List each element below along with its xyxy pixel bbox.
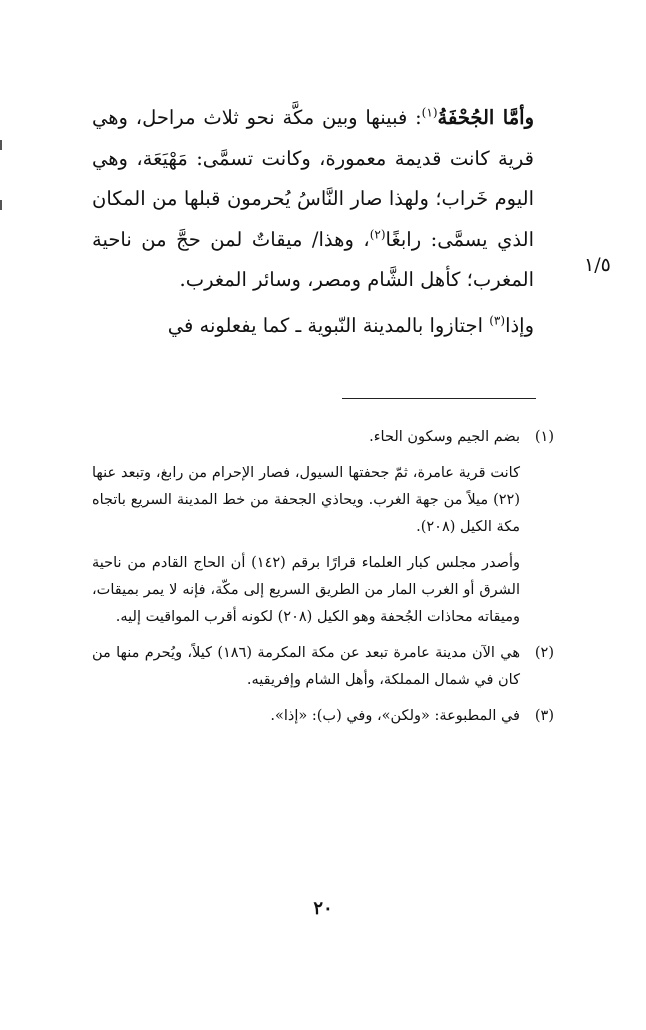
footnote-ref-1[interactable]: (١)	[421, 105, 438, 120]
footnote-2	[92, 640, 554, 694]
main-text	[92, 98, 534, 346]
heading-term: وأمَّا الجُحْفَةُ	[437, 106, 534, 129]
footnote-ref-2[interactable]: (٢)	[369, 227, 386, 241]
manuscript-folio-note: ١/٥	[584, 254, 611, 276]
page-number: ٢٠	[313, 898, 333, 919]
footnote-paragraph: هي الآن مدينة عامرة تبعد عن مكة المكرمة (١٨٦) كيلاً، ويُحرم منها من كان في شمال المملكة، وأهل الشام وإفريقيه.	[92, 645, 520, 688]
main-paragraph-2	[92, 306, 534, 347]
footnote-paragraph: وأصدر مجلس كبار العلماء قرارًا برقم (١٤٢) أن الحاج القادم من ناحية الشرق أو الغرب المار من الطريق السريع إلى مكّة، فإنه لا يمر بميقات، وميقاته محاذات الجُحفة وهو الكيل (٢٠٨) لكونه أقرب المواقيت إليه.	[92, 555, 520, 625]
footnote-paragraph: كانت قرية عامرة، ثمّ جحفتها السيول، فصار الإحرام من رابغ، وتبعد عنها (٢٢) ميلاً من جهة الغرب. ويحاذي الجحفة من خط المدينة السريع باتجاه مكة الكيل (٢٠٨).	[92, 465, 520, 535]
footnote-paragraph: في المطبوعة: «ولكن»، وفي (ب): «إذا».	[270, 708, 520, 724]
footnote-body	[92, 640, 520, 694]
footnote-number: (١)	[534, 429, 554, 445]
paragraph-text: : فبينها وبين مكَّة نحو ثلاث مراحل، وهي قرية كانت قديمة معمورة، وكانت تسمَّى: مَهْيَعَة، وهي اليوم خَراب؛ ولهذا صار النَّاسُ يُحرمون قبلها من المكان الذي يسمَّى: رابغًا	[92, 106, 534, 251]
footnote-separator	[342, 398, 536, 399]
main-paragraph-1	[92, 98, 534, 301]
paragraph-text: ، وهذا/ ميقاتٌ لمن حجَّ من ناحية المغرب؛ كأهل الشَّام ومصر، وسائر المغرب.	[92, 227, 534, 291]
paragraph-text: وإذا	[505, 313, 534, 337]
scan-edge-mark	[0, 140, 2, 150]
footnote-1	[92, 424, 554, 631]
footnote-number: (٣)	[534, 708, 554, 724]
footnotes	[92, 424, 554, 739]
footnote-body	[92, 703, 520, 730]
footnote-ref-3[interactable]: (٣)	[489, 313, 506, 327]
footnote-3	[92, 703, 554, 730]
footnote-paragraph: بضم الجيم وسكون الحاء.	[369, 429, 520, 445]
paragraph-text: اجتازوا بالمدينة النّبوية ـ كما يفعلونه في	[167, 313, 490, 337]
scan-edge-mark	[0, 200, 2, 210]
footnote-body	[92, 424, 520, 631]
footnote-number: (٢)	[534, 645, 554, 661]
